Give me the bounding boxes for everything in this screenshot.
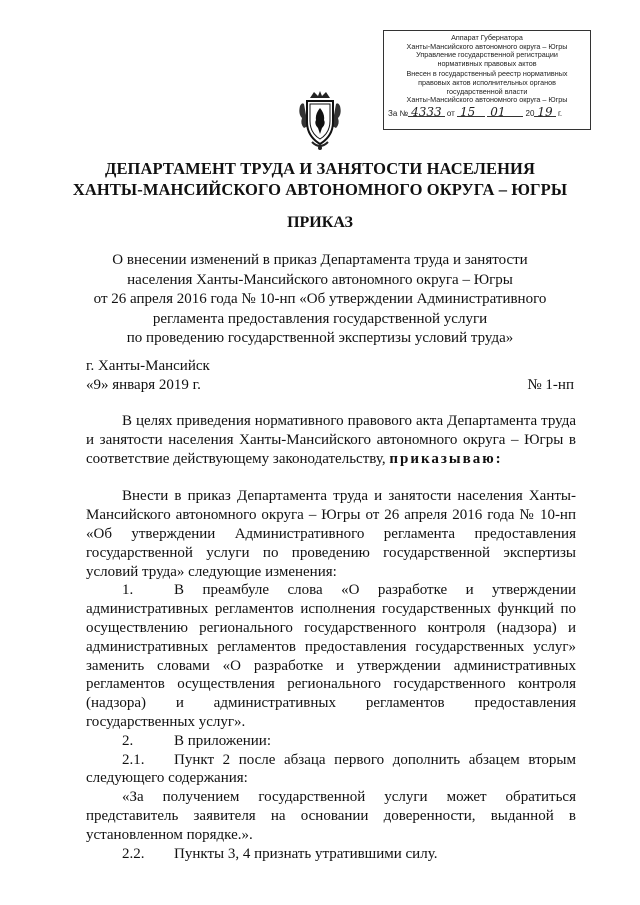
preamble-paragraph — [86, 412, 576, 468]
organization-line-1: ДЕПАРТАМЕНТ ТРУДА И ЗАНЯТОСТИ НАСЕЛЕНИЯ — [105, 159, 535, 178]
stamp-line: нормативных правовых актов — [437, 59, 537, 68]
subject-line: населения Ханты-Мансийского автономного округа – Югры — [127, 271, 513, 288]
registration-stamp — [383, 30, 591, 130]
item-2-2-number: 2.2. — [122, 845, 145, 862]
item-1-paragraph — [86, 581, 576, 731]
document-subject — [40, 251, 600, 349]
item-2-1-paragraph — [86, 751, 576, 789]
item-2-text: В приложении: — [174, 732, 271, 749]
stamp-reg-month: 01 — [487, 108, 523, 118]
document-type: ПРИКАЗ — [287, 214, 353, 231]
stamp-reg-day: 15 — [457, 108, 485, 118]
item-2-2-paragraph — [86, 845, 576, 864]
stamp-line: Управление государственной регистрации — [416, 51, 558, 60]
intro-paragraph: Внести в приказ Департамента труда и занятости населения Ханты-Мансийского автономного округа – Югры от 26 апреля 2016 года № 10-нп «Об утверждении Административного регламента предоставления государственной услуги по проведению государственной экспертизы условий труда» следующие изменения: — [86, 488, 576, 580]
item-2-2-text: Пункты 3, 4 признать утратившими силу. — [174, 845, 438, 862]
quote-paragraph: «За получением государственной услуги может обратиться представитель заявителя на основании доверенности, выданной в установленном порядке.». — [86, 789, 576, 843]
stamp-line: Ханты-Мансийского автономного округа – Югры — [406, 42, 568, 51]
preamble-text: В целях приведения нормативного правового акта Департамента труда и занятости населения Ханты-Мансийского автономного округа – Югры в соответствие действующему законодательству, — [86, 413, 576, 467]
document-body — [86, 412, 576, 863]
stamp-line: Ханты-Мансийского автономного округа – Югры — [406, 96, 568, 105]
stamp-line: правовых актов исполнительных органов — [418, 78, 556, 87]
subject-line: регламента предоставления государственной услуги — [152, 310, 488, 327]
item-1-text: В преамбуле слова «О разработке и утверждении административных регламентов исполнения государственных функций по осуществлению регионального государственного контроля (надзора) и административных регламентов предоставления государственных услуг» заменить словами «О разработке и утверждении административных регламентов осуществления регионального государственного контроля (надзора) и административных регламентов предоставления государственных услуг». — [86, 582, 576, 730]
document-place: г. Ханты-Мансийск — [86, 358, 210, 374]
stamp-reg-number: 4333 — [408, 108, 445, 118]
item-2-number: 2. — [122, 732, 134, 749]
stamp-reg-from: от — [446, 108, 455, 118]
subject-line: по проведению государственной экспертизы условий труда» — [126, 330, 514, 347]
subject-line: О внесении изменений в приказ Департамента труда и занятости — [112, 252, 528, 268]
stamp-reg-prefix: За № — [388, 108, 409, 118]
stamp-reg-year-prefix: 20 — [525, 108, 535, 118]
item-2-1-text: Пункт 2 после абзаца первого дополнить абзацем вторым следующего содержания: — [86, 751, 576, 787]
order-word: приказываю: — [389, 450, 503, 467]
stamp-line: Внесен в государственный реестр нормативных — [406, 70, 568, 79]
stamp-registration — [388, 104, 586, 119]
organization-name — [0, 158, 640, 200]
document-date: «9» января 2019 г. — [86, 377, 201, 393]
item-1-number: 1. — [122, 582, 134, 599]
stamp-line: Аппарат Губернатора — [451, 34, 523, 42]
document-number: № 1-нп — [527, 377, 574, 393]
organization-line-2: ХАНТЫ-МАНСИЙСКОГО АВТОНОМНОГО ОКРУГА – ЮГРЫ — [72, 180, 568, 199]
stamp-line: государственной власти — [446, 87, 528, 96]
stamp-reg-suffix: г. — [557, 108, 563, 118]
item-2-paragraph — [86, 732, 576, 751]
subject-line: от 26 апреля 2016 года № 10-нп «Об утверждении Административного — [93, 291, 547, 308]
item-2-1-number: 2.1. — [122, 751, 145, 768]
coat-of-arms-icon — [296, 88, 344, 152]
stamp-reg-year: 19 — [534, 108, 555, 118]
